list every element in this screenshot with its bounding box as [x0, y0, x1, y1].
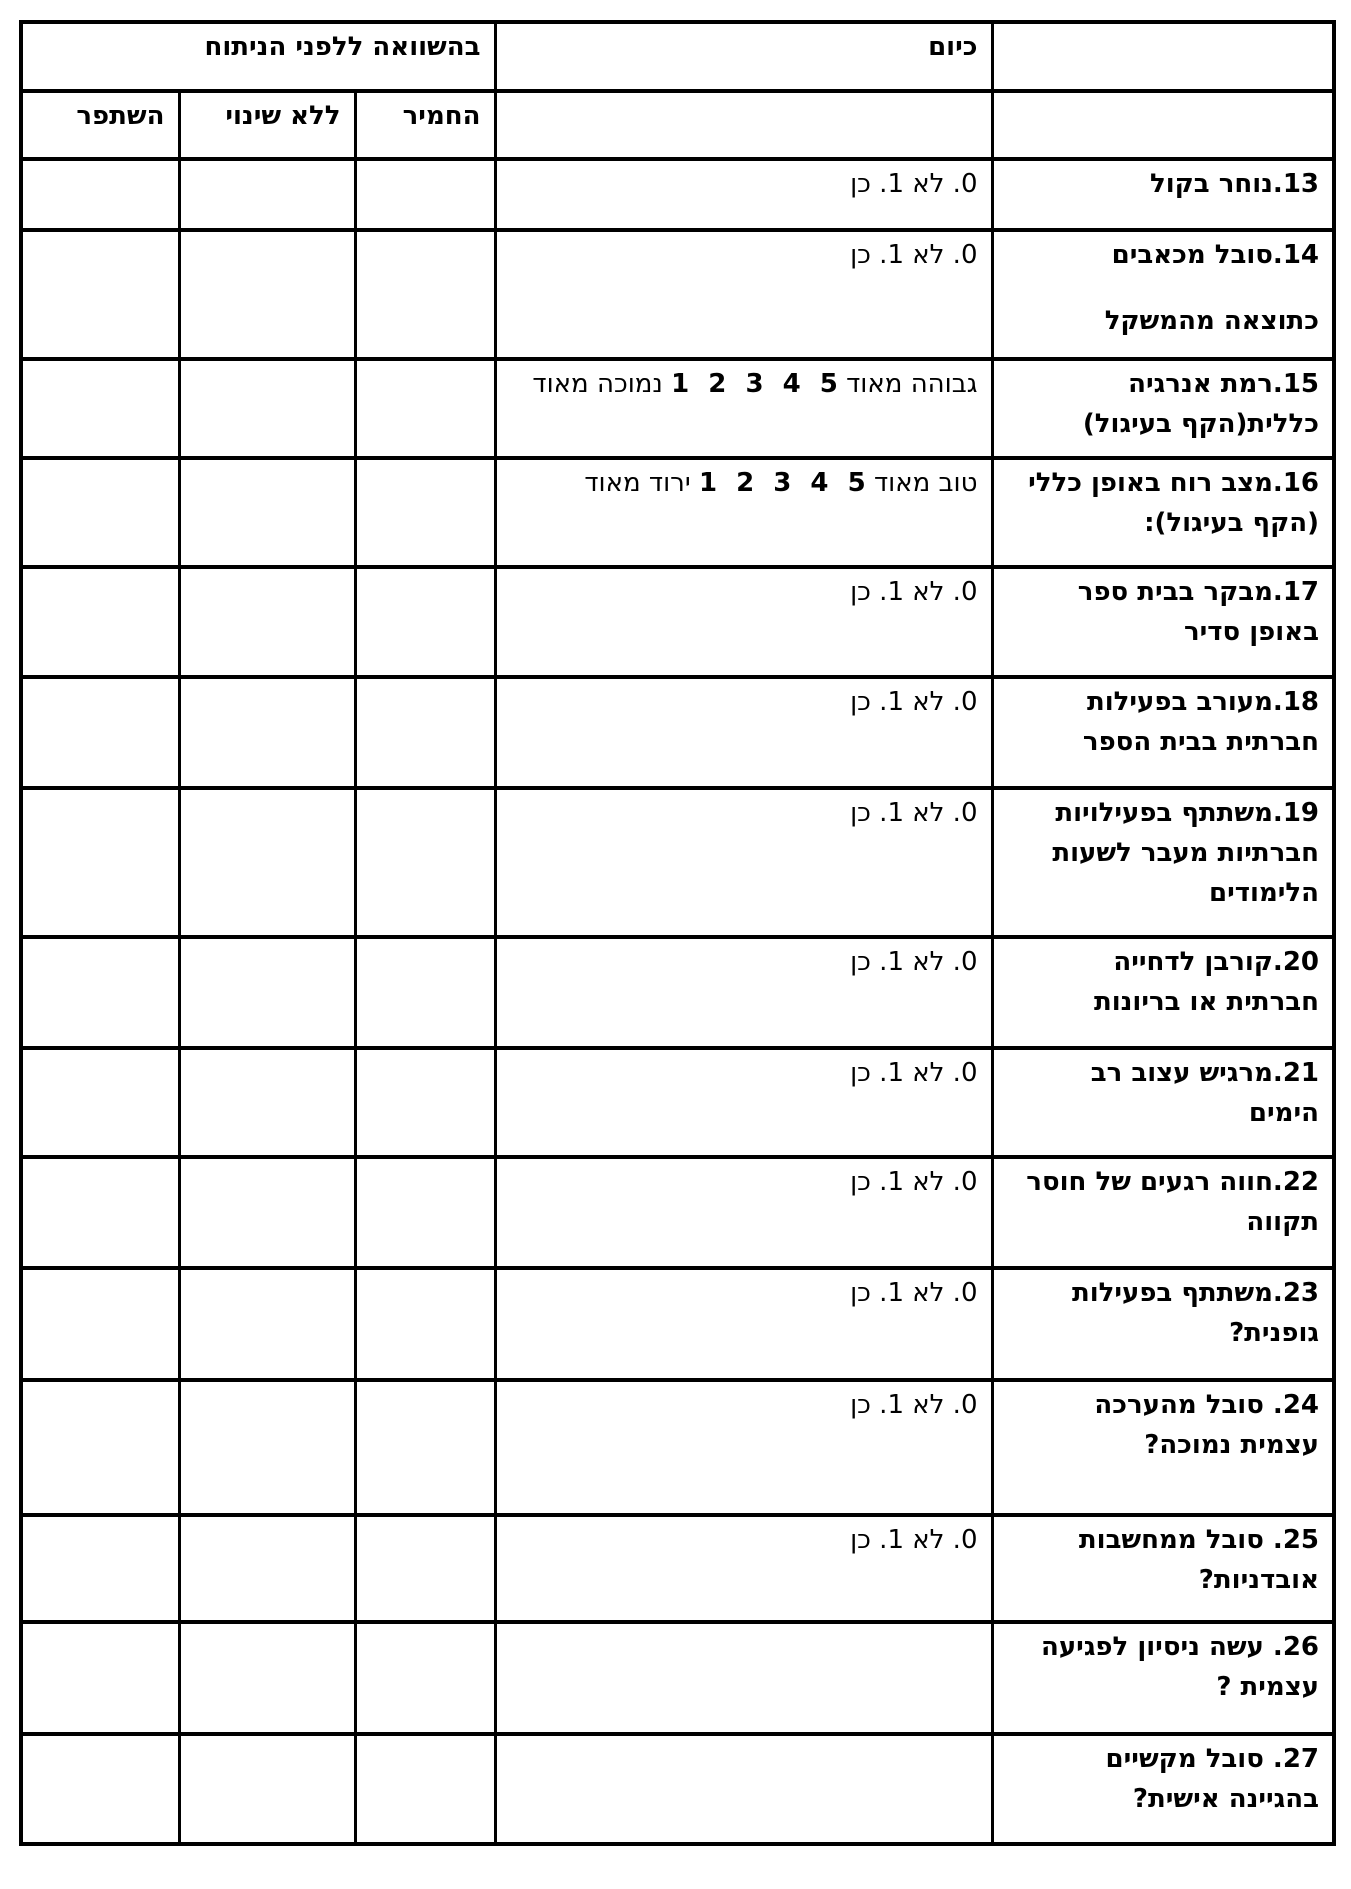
worsened-cell[interactable] — [355, 230, 495, 359]
question-line: 18.מעורב בפעילות — [1086, 687, 1319, 717]
question-line: עצמית ? — [1216, 1672, 1319, 1702]
questionnaire-table — [19, 20, 1336, 1846]
question-line: עצמית נמוכה? — [1144, 1430, 1319, 1460]
question-line: אובדניות? — [1198, 1565, 1319, 1595]
no-change-cell[interactable] — [179, 230, 355, 359]
scale-options — [501, 364, 978, 404]
question-line: חברתית או בריונות — [1093, 987, 1319, 1017]
question-line: חברתיות מעבר לשעות — [1052, 838, 1319, 868]
no-change-cell[interactable] — [179, 159, 355, 230]
worsened-cell[interactable] — [355, 1515, 495, 1622]
question-cell — [992, 1734, 1334, 1844]
improved-cell[interactable] — [21, 458, 179, 567]
header-question-column-blank — [992, 22, 1334, 91]
scale-options — [501, 463, 978, 503]
no-change-cell[interactable] — [179, 937, 355, 1048]
question-row-20 — [21, 937, 1334, 1048]
worsened-cell[interactable] — [355, 937, 495, 1048]
scale-high-label: גבוהה מאוד — [846, 369, 978, 399]
improved-cell[interactable] — [21, 1734, 179, 1844]
no-change-cell[interactable] — [179, 1380, 355, 1515]
yesno-options: 0. לא 1. כן — [850, 169, 978, 199]
improved-cell[interactable] — [21, 1622, 179, 1734]
question-line: גופנית? — [1229, 1318, 1319, 1348]
question-line: תקווה — [1246, 1207, 1319, 1237]
question-row-19 — [21, 788, 1334, 937]
question-row-23 — [21, 1268, 1334, 1380]
question-line: 19.משתתף בפעילויות — [1055, 798, 1319, 828]
question-line: הלימודים — [1208, 878, 1319, 908]
no-change-cell[interactable] — [179, 1268, 355, 1380]
worsened-cell[interactable] — [355, 1380, 495, 1515]
improved-cell[interactable] — [21, 1048, 179, 1157]
question-row-15 — [21, 359, 1334, 458]
yesno-options: 0. לא 1. כן — [850, 1058, 978, 1088]
yesno-options: 0. לא 1. כן — [850, 798, 978, 828]
today-answer-cell — [495, 567, 992, 677]
worsened-cell[interactable] — [355, 1622, 495, 1734]
scale-low-label: נמוכה מאוד — [532, 369, 663, 399]
question-row-25 — [21, 1515, 1334, 1622]
today-answer-cell[interactable] — [495, 1734, 992, 1844]
question-cell — [992, 1048, 1334, 1157]
question-line: 17.מבקר בבית ספר — [1077, 577, 1319, 607]
improved-cell[interactable] — [21, 1268, 179, 1380]
question-row-17 — [21, 567, 1334, 677]
question-line: בהגיינה אישית? — [1132, 1784, 1319, 1814]
question-row-16 — [21, 458, 1334, 567]
question-line: כללית(הקף בעיגול) — [1082, 409, 1319, 439]
yesno-options: 0. לא 1. כן — [850, 240, 978, 270]
worsened-cell[interactable] — [355, 159, 495, 230]
scale-low-label: ירוד מאוד — [584, 468, 691, 498]
improved-cell[interactable] — [21, 230, 179, 359]
question-line: 15.רמת אנרגיה — [1128, 369, 1319, 399]
header-col-worsened: החמיר — [355, 91, 495, 159]
question-cell — [992, 677, 1334, 788]
yesno-options: 0. לא 1. כן — [850, 577, 978, 607]
question-line: 27. סובל מקשיים — [1105, 1744, 1319, 1774]
improved-cell[interactable] — [21, 1515, 179, 1622]
header-row-1 — [21, 22, 1334, 91]
today-answer-cell — [495, 230, 992, 359]
today-answer-cell — [495, 937, 992, 1048]
question-line: 21.מרגיש עצוב רב — [1090, 1058, 1319, 1088]
question-cell — [992, 1268, 1334, 1380]
improved-cell[interactable] — [21, 1157, 179, 1268]
improved-cell[interactable] — [21, 159, 179, 230]
question-line: 16.מצב רוח באופן כללי — [1028, 468, 1319, 498]
header-blank-question — [992, 91, 1334, 159]
question-row-18 — [21, 677, 1334, 788]
question-row-14 — [21, 230, 1334, 359]
question-cell — [992, 458, 1334, 567]
yesno-options: 0. לא 1. כן — [850, 1167, 978, 1197]
worsened-cell[interactable] — [355, 1157, 495, 1268]
question-cell — [992, 1157, 1334, 1268]
today-answer-cell — [495, 458, 992, 567]
question-line: 25. סובל ממחשבות — [1078, 1525, 1319, 1555]
worsened-cell[interactable] — [355, 788, 495, 937]
header-col-no-change: ללא שינוי — [179, 91, 355, 159]
yesno-options: 0. לא 1. כן — [850, 1390, 978, 1420]
question-line: 20.קורבן לדחייה — [1113, 947, 1319, 977]
worsened-cell[interactable] — [355, 1048, 495, 1157]
today-answer-cell — [495, 1515, 992, 1622]
header-comparison-title: בהשוואה ללפני הניתוח — [21, 22, 495, 91]
question-row-26 — [21, 1622, 1334, 1734]
question-line: באופן סדיר — [1183, 617, 1319, 647]
yesno-options: 0. לא 1. כן — [850, 947, 978, 977]
question-cell — [992, 230, 1334, 359]
scale-high-label: טוב מאוד — [873, 468, 978, 498]
improved-cell[interactable] — [21, 677, 179, 788]
yesno-options: 0. לא 1. כן — [850, 687, 978, 717]
question-line: כתוצאה מהמשקל — [1104, 306, 1319, 336]
question-cell — [992, 359, 1334, 458]
question-row-21 — [21, 1048, 1334, 1157]
scale-digits: 5 4 3 2 1 — [698, 468, 866, 498]
header-blank-today — [495, 91, 992, 159]
question-cell — [992, 937, 1334, 1048]
question-line: 22.חווה רגעים של חוסר — [1026, 1167, 1319, 1197]
question-line: 14.סובל מכאבים — [1111, 240, 1319, 270]
worsened-cell[interactable] — [355, 1268, 495, 1380]
improved-cell[interactable] — [21, 937, 179, 1048]
worsened-cell[interactable] — [355, 359, 495, 458]
no-change-cell[interactable] — [179, 458, 355, 567]
today-answer-cell — [495, 359, 992, 458]
no-change-cell[interactable] — [179, 1622, 355, 1734]
today-answer-cell — [495, 159, 992, 230]
no-change-cell[interactable] — [179, 1515, 355, 1622]
no-change-cell[interactable] — [179, 788, 355, 937]
today-answer-cell — [495, 1268, 992, 1380]
question-row-22 — [21, 1157, 1334, 1268]
worsened-cell[interactable] — [355, 567, 495, 677]
question-row-13 — [21, 159, 1334, 230]
today-answer-cell — [495, 788, 992, 937]
no-change-cell[interactable] — [179, 567, 355, 677]
question-row-24 — [21, 1380, 1334, 1515]
yesno-options: 0. לא 1. כן — [850, 1525, 978, 1555]
question-cell — [992, 567, 1334, 677]
scale-digits: 5 4 3 2 1 — [671, 369, 838, 399]
question-cell — [992, 159, 1334, 230]
improved-cell[interactable] — [21, 567, 179, 677]
worsened-cell[interactable] — [355, 458, 495, 567]
question-line: (הקף בעיגול): — [1144, 508, 1319, 538]
question-line: חברתית בבית הספר — [1082, 727, 1319, 757]
question-cell — [992, 1622, 1334, 1734]
no-change-cell[interactable] — [179, 1157, 355, 1268]
today-answer-cell — [495, 1380, 992, 1515]
header-row-2 — [21, 91, 1334, 159]
no-change-cell[interactable] — [179, 1048, 355, 1157]
worsened-cell[interactable] — [355, 1734, 495, 1844]
no-change-cell[interactable] — [179, 677, 355, 788]
no-change-cell[interactable] — [179, 1734, 355, 1844]
yesno-options: 0. לא 1. כן — [850, 1278, 978, 1308]
header-col-improved: השתפר — [21, 91, 179, 159]
improved-cell[interactable] — [21, 788, 179, 937]
header-today: כיום — [495, 22, 992, 91]
today-answer-cell[interactable] — [495, 1622, 992, 1734]
today-answer-cell — [495, 1048, 992, 1157]
question-line: 23.משתתף בפעילות — [1071, 1278, 1319, 1308]
worsened-cell[interactable] — [355, 677, 495, 788]
no-change-cell[interactable] — [179, 359, 355, 458]
today-answer-cell — [495, 1157, 992, 1268]
improved-cell[interactable] — [21, 1380, 179, 1515]
question-line: הימים — [1248, 1098, 1319, 1128]
question-cell — [992, 1380, 1334, 1515]
question-line: 13.נוחר בקול — [1150, 169, 1319, 199]
question-cell — [992, 1515, 1334, 1622]
improved-cell[interactable] — [21, 359, 179, 458]
question-cell — [992, 788, 1334, 937]
question-line: 24. סובל מהערכה — [1094, 1390, 1319, 1420]
today-answer-cell — [495, 677, 992, 788]
question-row-27 — [21, 1734, 1334, 1844]
question-line: 26. עשה ניסיון לפגיעה — [1040, 1632, 1319, 1662]
